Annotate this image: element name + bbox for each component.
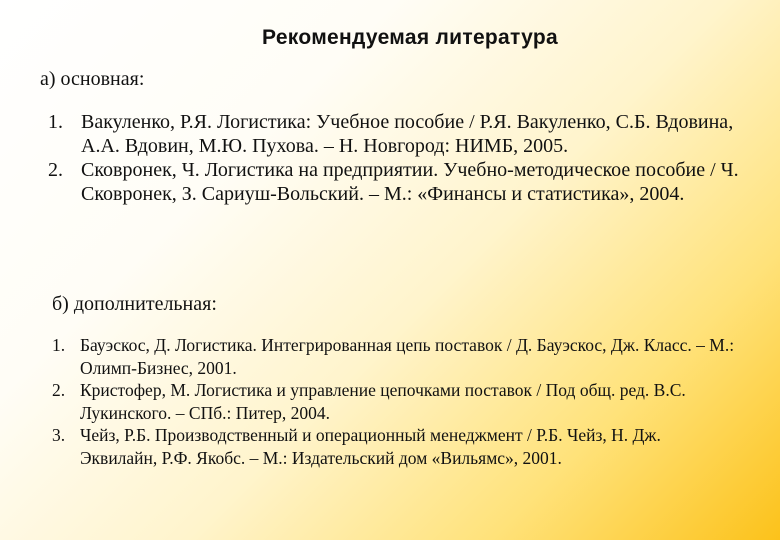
item-number: 3. — [52, 425, 66, 445]
main-literature-list — [48, 110, 748, 206]
page-title: Рекомендуемая литература — [262, 26, 558, 49]
list-item — [52, 379, 742, 424]
list-item — [52, 334, 742, 379]
item-number: 1. — [48, 111, 63, 133]
item-number: 2. — [52, 380, 66, 400]
list-item — [52, 424, 742, 469]
item-number: 1. — [52, 335, 66, 355]
list-item — [48, 110, 748, 158]
list-item — [48, 158, 748, 206]
extra-literature-heading: б) дополнительная: — [52, 293, 217, 315]
main-literature-heading: а) основная: — [40, 68, 145, 90]
item-text: Чейз, Р.Б. Производственный и операционный менеджмент / Р.Б. Чейз, Н. Дж. Эквилайн, Р.Ф. Якобс. – М.: Издательский дом «Вильямс», 2001. — [80, 425, 661, 468]
extra-literature-list — [52, 334, 742, 469]
item-text: Бауэскос, Д. Логистика. Интегрированная цепь поставок / Д. Бауэскос, Дж. Класс. – М.: Олимп-Бизнес, 2001. — [80, 335, 735, 378]
item-text: Кристофер, М. Логистика и управление цепочками поставок / Под общ. ред. В.С. Лукинского. – СПб.: Питер, 2004. — [80, 380, 686, 423]
item-text: Сковронек, Ч. Логистика на предприятии. Учебно-методическое пособие / Ч. Сковронек, З. Сариуш-Вольский. – М.: «Финансы и статистика», 2004. — [81, 159, 739, 205]
item-text: Вакуленко, Р.Я. Логистика: Учебное пособие / Р.Я. Вакуленко, С.Б. Вдовина, А.А. Вдовин, М.Ю. Пухова. – Н. Новгород: НИМБ, 2005. — [81, 111, 734, 157]
item-number: 2. — [48, 159, 63, 181]
